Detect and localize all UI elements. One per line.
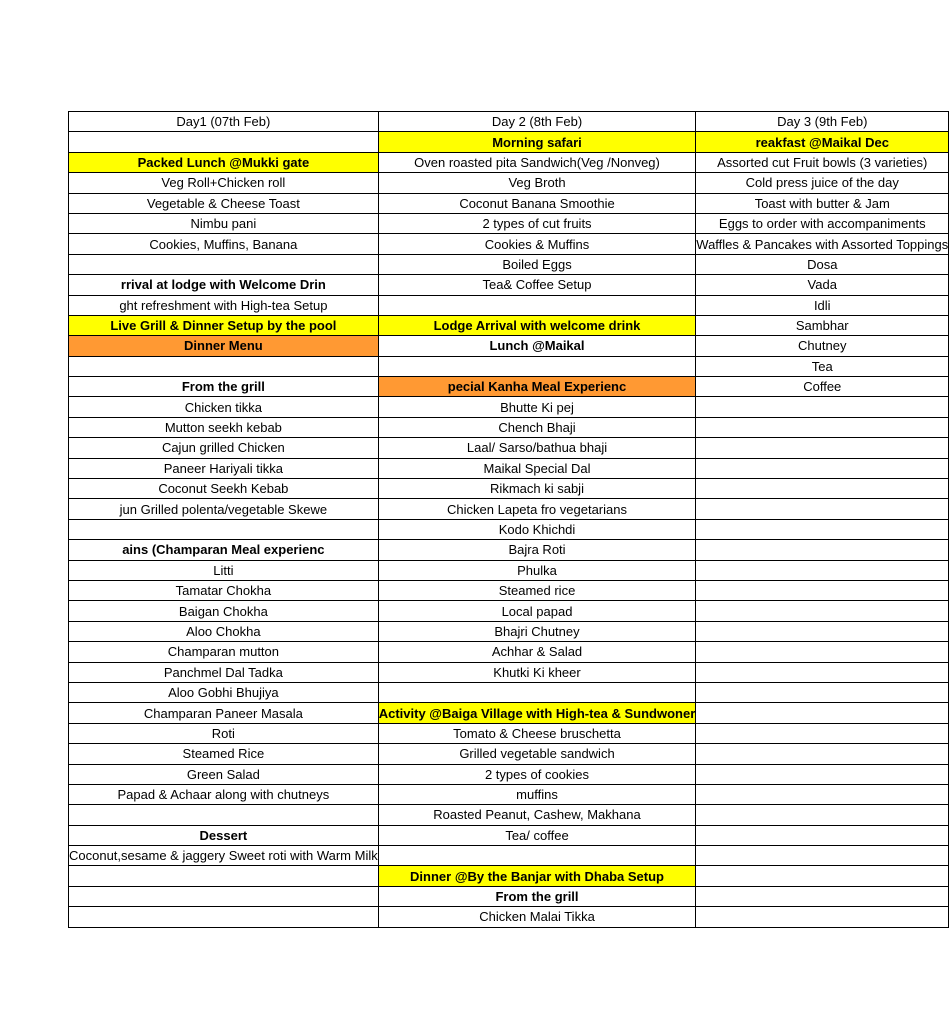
header-day3[interactable]: Day 3 (9th Feb): [696, 112, 949, 132]
cell-day3[interactable]: [696, 764, 949, 784]
cell-day1[interactable]: rrival at lodge with Welcome Drin: [69, 275, 379, 295]
cell-day1[interactable]: Packed Lunch @Mukki gate: [69, 152, 379, 172]
cell-day3[interactable]: [696, 479, 949, 499]
cell-day1[interactable]: [69, 805, 379, 825]
cell-day2[interactable]: Rikmach ki sabji: [378, 479, 696, 499]
cell-day2[interactable]: [378, 846, 696, 866]
cell-day3[interactable]: [696, 540, 949, 560]
cell-day3[interactable]: Toast with butter & Jam: [696, 193, 949, 213]
table-row: [69, 315, 949, 335]
table-row: [69, 254, 949, 274]
table-row: [69, 519, 949, 539]
cell-day2[interactable]: Dinner @By the Banjar with Dhaba Setup: [378, 866, 696, 886]
cell-day3[interactable]: [696, 703, 949, 723]
table-row: [69, 458, 949, 478]
cell-day2[interactable]: Achhar & Salad: [378, 642, 696, 662]
cell-day1[interactable]: Litti: [69, 560, 379, 580]
table-row: [69, 499, 949, 519]
cell-day2[interactable]: Chench Bhaji: [378, 417, 696, 437]
cell-day2[interactable]: From the grill: [378, 886, 696, 906]
cell-day3[interactable]: [696, 886, 949, 906]
cell-day3[interactable]: Eggs to order with accompaniments: [696, 213, 949, 233]
table-row: [69, 580, 949, 600]
table-row: [69, 886, 949, 906]
cell-day1[interactable]: Paneer Hariyali tikka: [69, 458, 379, 478]
cell-day2[interactable]: Coconut Banana Smoothie: [378, 193, 696, 213]
cell-day2[interactable]: pecial Kanha Meal Experienc: [378, 377, 696, 397]
cell-day3[interactable]: Waffles & Pancakes with Assorted Toppings: [696, 234, 949, 254]
cell-day1[interactable]: jun Grilled polenta/vegetable Skewe: [69, 499, 379, 519]
header-day2[interactable]: Day 2 (8th Feb): [378, 112, 696, 132]
cell-day2[interactable]: 2 types of cookies: [378, 764, 696, 784]
cell-day1[interactable]: [69, 132, 379, 152]
menu-table-body: [69, 112, 949, 928]
cell-day3[interactable]: [696, 744, 949, 764]
cell-day1[interactable]: [69, 886, 379, 906]
cell-day2[interactable]: Roasted Peanut, Cashew, Makhana: [378, 805, 696, 825]
cell-day1[interactable]: Papad & Achaar along with chutneys: [69, 784, 379, 804]
cell-day2[interactable]: Activity @Baiga Village with High-tea & Sundwoner: [378, 703, 696, 723]
cell-day3[interactable]: [696, 805, 949, 825]
table-row: [69, 662, 949, 682]
cell-day3[interactable]: [696, 784, 949, 804]
cell-day1[interactable]: Panchmel Dal Tadka: [69, 662, 379, 682]
cell-day3[interactable]: Chutney: [696, 336, 949, 356]
table-row: [69, 234, 949, 254]
cell-day2[interactable]: Tomato & Cheese bruschetta: [378, 723, 696, 743]
table-row: [69, 723, 949, 743]
table-row: [69, 193, 949, 213]
menu-spreadsheet: [68, 111, 949, 928]
cell-day3[interactable]: [696, 601, 949, 621]
cell-day2[interactable]: Chicken Malai Tikka: [378, 907, 696, 927]
cell-day1[interactable]: [69, 907, 379, 927]
cell-day3[interactable]: [696, 438, 949, 458]
table-row: [69, 866, 949, 886]
cell-day2[interactable]: Steamed rice: [378, 580, 696, 600]
cell-day3[interactable]: [696, 662, 949, 682]
cell-day2[interactable]: Laal/ Sarso/bathua bhaji: [378, 438, 696, 458]
cell-day1[interactable]: Dessert: [69, 825, 379, 845]
cell-day2[interactable]: [378, 295, 696, 315]
table-row: [69, 540, 949, 560]
cell-day1[interactable]: [69, 519, 379, 539]
cell-day1[interactable]: Coconut,sesame & jaggery Sweet roti with Warm Milk: [69, 846, 379, 866]
cell-day3[interactable]: [696, 519, 949, 539]
table-row: [69, 764, 949, 784]
table-row: [69, 682, 949, 702]
cell-day3[interactable]: Dosa: [696, 254, 949, 274]
table-row: [69, 703, 949, 723]
cell-day1[interactable]: From the grill: [69, 377, 379, 397]
cell-day1[interactable]: Nimbu pani: [69, 213, 379, 233]
cell-day2[interactable]: [378, 356, 696, 376]
cell-day2[interactable]: Oven roasted pita Sandwich(Veg /Nonveg): [378, 152, 696, 172]
cell-day1[interactable]: Veg Roll+Chicken roll: [69, 173, 379, 193]
cell-day3[interactable]: Tea: [696, 356, 949, 376]
header-row: [69, 112, 949, 132]
table-row: [69, 438, 949, 458]
cell-day3[interactable]: Coffee: [696, 377, 949, 397]
cell-day1[interactable]: Baigan Chokha: [69, 601, 379, 621]
cell-day2[interactable]: Morning safari: [378, 132, 696, 152]
cell-day1[interactable]: Tamatar Chokha: [69, 580, 379, 600]
cell-day3[interactable]: [696, 825, 949, 845]
cell-day2[interactable]: muffins: [378, 784, 696, 804]
cell-day2[interactable]: Khutki Ki kheer: [378, 662, 696, 682]
table-row: [69, 744, 949, 764]
cell-day3[interactable]: [696, 723, 949, 743]
cell-day1[interactable]: Aloo Gobhi Bhujiya: [69, 682, 379, 702]
cell-day1[interactable]: [69, 356, 379, 376]
table-row: [69, 479, 949, 499]
cell-day3[interactable]: [696, 866, 949, 886]
table-row: [69, 805, 949, 825]
cell-day1[interactable]: [69, 254, 379, 274]
cell-day1[interactable]: Champaran Paneer Masala: [69, 703, 379, 723]
cell-day3[interactable]: Idli: [696, 295, 949, 315]
cell-day2[interactable]: 2 types of cut fruits: [378, 213, 696, 233]
cell-day1[interactable]: Cookies, Muffins, Banana: [69, 234, 379, 254]
cell-day2[interactable]: Boiled Eggs: [378, 254, 696, 274]
cell-day2[interactable]: Grilled vegetable sandwich: [378, 744, 696, 764]
cell-day3[interactable]: [696, 907, 949, 927]
table-row: [69, 152, 949, 172]
table-row: [69, 336, 949, 356]
table-row: [69, 295, 949, 315]
table-row: [69, 417, 949, 437]
table-row: [69, 397, 949, 417]
table-row: [69, 784, 949, 804]
cell-day3[interactable]: [696, 682, 949, 702]
cell-day2[interactable]: Maikal Special Dal: [378, 458, 696, 478]
cell-day2[interactable]: Chicken Lapeta fro vegetarians: [378, 499, 696, 519]
cell-day1[interactable]: Roti: [69, 723, 379, 743]
cell-day2[interactable]: Bajra Roti: [378, 540, 696, 560]
cell-day3[interactable]: Vada: [696, 275, 949, 295]
cell-day1[interactable]: Champaran mutton: [69, 642, 379, 662]
cell-day3[interactable]: reakfast @Maikal Dec: [696, 132, 949, 152]
table-row: [69, 621, 949, 641]
header-day1[interactable]: Day1 (07th Feb): [69, 112, 379, 132]
cell-day3[interactable]: Sambhar: [696, 315, 949, 335]
cell-day3[interactable]: Cold press juice of the day: [696, 173, 949, 193]
cell-day3[interactable]: [696, 458, 949, 478]
cell-day3[interactable]: [696, 621, 949, 641]
table-row: [69, 825, 949, 845]
cell-day1[interactable]: Steamed Rice: [69, 744, 379, 764]
cell-day1[interactable]: Coconut Seekh Kebab: [69, 479, 379, 499]
cell-day1[interactable]: Dinner Menu: [69, 336, 379, 356]
cell-day1[interactable]: Cajun grilled Chicken: [69, 438, 379, 458]
cell-day1[interactable]: Green Salad: [69, 764, 379, 784]
cell-day1[interactable]: ains (Champaran Meal experienc: [69, 540, 379, 560]
cell-day3[interactable]: [696, 397, 949, 417]
cell-day1[interactable]: Vegetable & Cheese Toast: [69, 193, 379, 213]
cell-day1[interactable]: Aloo Chokha: [69, 621, 379, 641]
cell-day3[interactable]: [696, 642, 949, 662]
cell-day2[interactable]: Tea& Coffee Setup: [378, 275, 696, 295]
cell-day2[interactable]: Lunch @Maikal: [378, 336, 696, 356]
table-row: [69, 846, 949, 866]
cell-day2[interactable]: Phulka: [378, 560, 696, 580]
cell-day1[interactable]: [69, 866, 379, 886]
cell-day1[interactable]: ght refreshment with High-tea Setup: [69, 295, 379, 315]
cell-day1[interactable]: Mutton seekh kebab: [69, 417, 379, 437]
cell-day3[interactable]: [696, 560, 949, 580]
cell-day2[interactable]: Kodo Khichdi: [378, 519, 696, 539]
table-row: [69, 642, 949, 662]
cell-day2[interactable]: Tea/ coffee: [378, 825, 696, 845]
cell-day2[interactable]: Lodge Arrival with welcome drink: [378, 315, 696, 335]
table-row: [69, 601, 949, 621]
cell-day3[interactable]: [696, 417, 949, 437]
cell-day3[interactable]: [696, 580, 949, 600]
table-row: [69, 173, 949, 193]
cell-day2[interactable]: [378, 682, 696, 702]
cell-day2[interactable]: Bhajri Chutney: [378, 621, 696, 641]
table-row: [69, 213, 949, 233]
table-row: [69, 560, 949, 580]
table-row: [69, 132, 949, 152]
cell-day3[interactable]: [696, 499, 949, 519]
cell-day2[interactable]: Cookies & Muffins: [378, 234, 696, 254]
cell-day2[interactable]: Bhutte Ki pej: [378, 397, 696, 417]
cell-day2[interactable]: Veg Broth: [378, 173, 696, 193]
table-row: [69, 356, 949, 376]
cell-day3[interactable]: Assorted cut Fruit bowls (3 varieties): [696, 152, 949, 172]
table-row: [69, 377, 949, 397]
cell-day3[interactable]: [696, 846, 949, 866]
cell-day2[interactable]: Local papad: [378, 601, 696, 621]
cell-day1[interactable]: Live Grill & Dinner Setup by the pool: [69, 315, 379, 335]
cell-day1[interactable]: Chicken tikka: [69, 397, 379, 417]
table-row: [69, 907, 949, 927]
table-row: [69, 275, 949, 295]
